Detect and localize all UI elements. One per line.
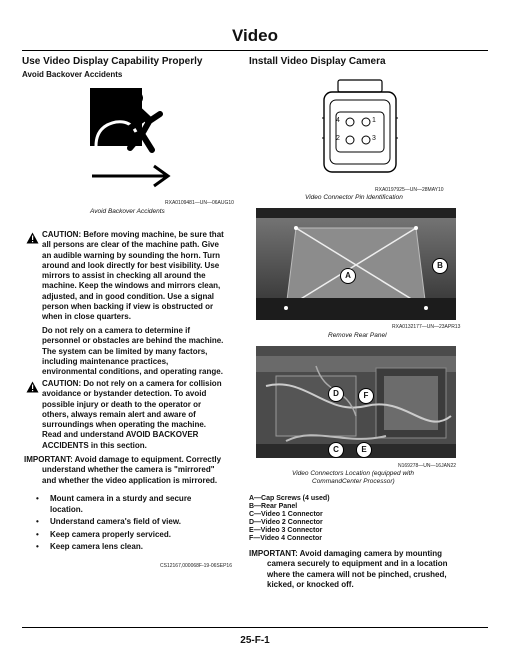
page-title: Video [232,26,278,45]
legend-item: F—Video 4 Connector [249,535,322,542]
camera-tips-list [32,494,222,555]
section-title-video-display: Use Video Display Capability Properly [22,56,203,67]
footer-rule [22,627,488,628]
important-mounting-text: IMPORTANT: Avoid damaging camera by mounting camera securely to equipment and in a location where the camera will not be pinched, crushed, kicked, or knocked off. [249,549,448,589]
subsection-title-backover: Avoid Backover Accidents [22,70,123,79]
figure-ref-connectors-location: N169278—UN—16JAN22 [398,463,457,469]
legend-item: E—Video 3 Connector [249,527,323,534]
caution-collision-text: CAUTION: Do not rely on a camera for collision avoidance or bystander detection. To avoid possible injury or death to the operator or others, always remain alert and aware of surroundings when operating the machine. Read and understand AVOID BACKOVER ACCIDENTS in this section. [42,379,222,450]
figure-ref-connector: RXA0197925—UN—28MAY10 [375,187,444,193]
callout-f: F [358,388,374,404]
caution-camera-limits-text: Do not rely on a camera to determine if personnel or obstacles are behind the machine. The system can be limited by many factors, including maintenance practices, environmental conditions, and operating range. [42,326,224,377]
figure-caption-connectors-location-2: CommandCenter Processor) [312,478,395,485]
figure-caption-connector: Video Connector Pin Identification [305,194,403,201]
figure-ref-backover: RXA0109481—UN—06AUG10 [165,200,234,206]
figure-caption-connectors-location-1: Video Connectors Location (equipped with [292,470,415,477]
callout-d: D [328,386,344,402]
pin-label: 1 [372,117,376,124]
header-rule [22,50,488,51]
pin-label: 3 [372,135,376,142]
figure-caption-rear-panel: Remove Rear Panel [328,332,387,339]
document-ref: CS12167,000068F-19-06SEP16 [160,563,232,569]
list-item: • Keep camera lens clean. [36,542,143,551]
pin-label: 2 [336,135,340,142]
legend-item: C—Video 1 Connector [249,511,323,518]
connector-pin-diagram [322,78,398,178]
list-item: • Understand camera's field of view. [36,517,181,526]
callout-c: C [328,442,344,458]
page-number: 25-F-1 [240,635,270,646]
callout-b: B [432,258,448,274]
legend-item: D—Video 2 Connector [249,519,323,526]
section-title-install-camera: Install Video Display Camera [249,56,386,67]
callout-e: E [356,442,372,458]
legend-item: B—Rear Panel [249,503,298,510]
backover-warning-illustration [90,88,190,198]
important-mirrored-text: IMPORTANT: Avoid damage to equipment. Correctly understand whether the camera is "mirrored" and whether the video application is mirrored. [24,455,222,485]
list-item: • Keep camera properly serviced. [36,529,171,539]
list-item: • Mount camera in a sturdy and secure location. [36,494,192,514]
rear-panel-photo [256,208,456,320]
warning-icon [26,381,39,393]
pin-label: 4 [336,117,340,124]
figure-caption-backover: Avoid Backover Accidents [90,208,165,215]
callout-a: A [340,268,356,284]
warning-icon [26,232,39,244]
legend-item: A—Cap Screws (4 used) [249,495,330,502]
caution-backover-text: CAUTION: Before moving machine, be sure that all persons are clear of the machine path. Give an audible warning by sounding the horn. Turn around and look directly for best visibility. Use mirrors to assist in checking all around the machine. Keep the windows and mirrors clean, adjusted, and in good condition. Use a signal person when backing if view is obstructed or when in close quarters. [42,230,224,322]
connectors-location-photo [256,346,456,458]
figure-ref-rear-panel: RXA0132177—UN—23APR13 [392,324,461,330]
figure-legend [249,495,469,543]
